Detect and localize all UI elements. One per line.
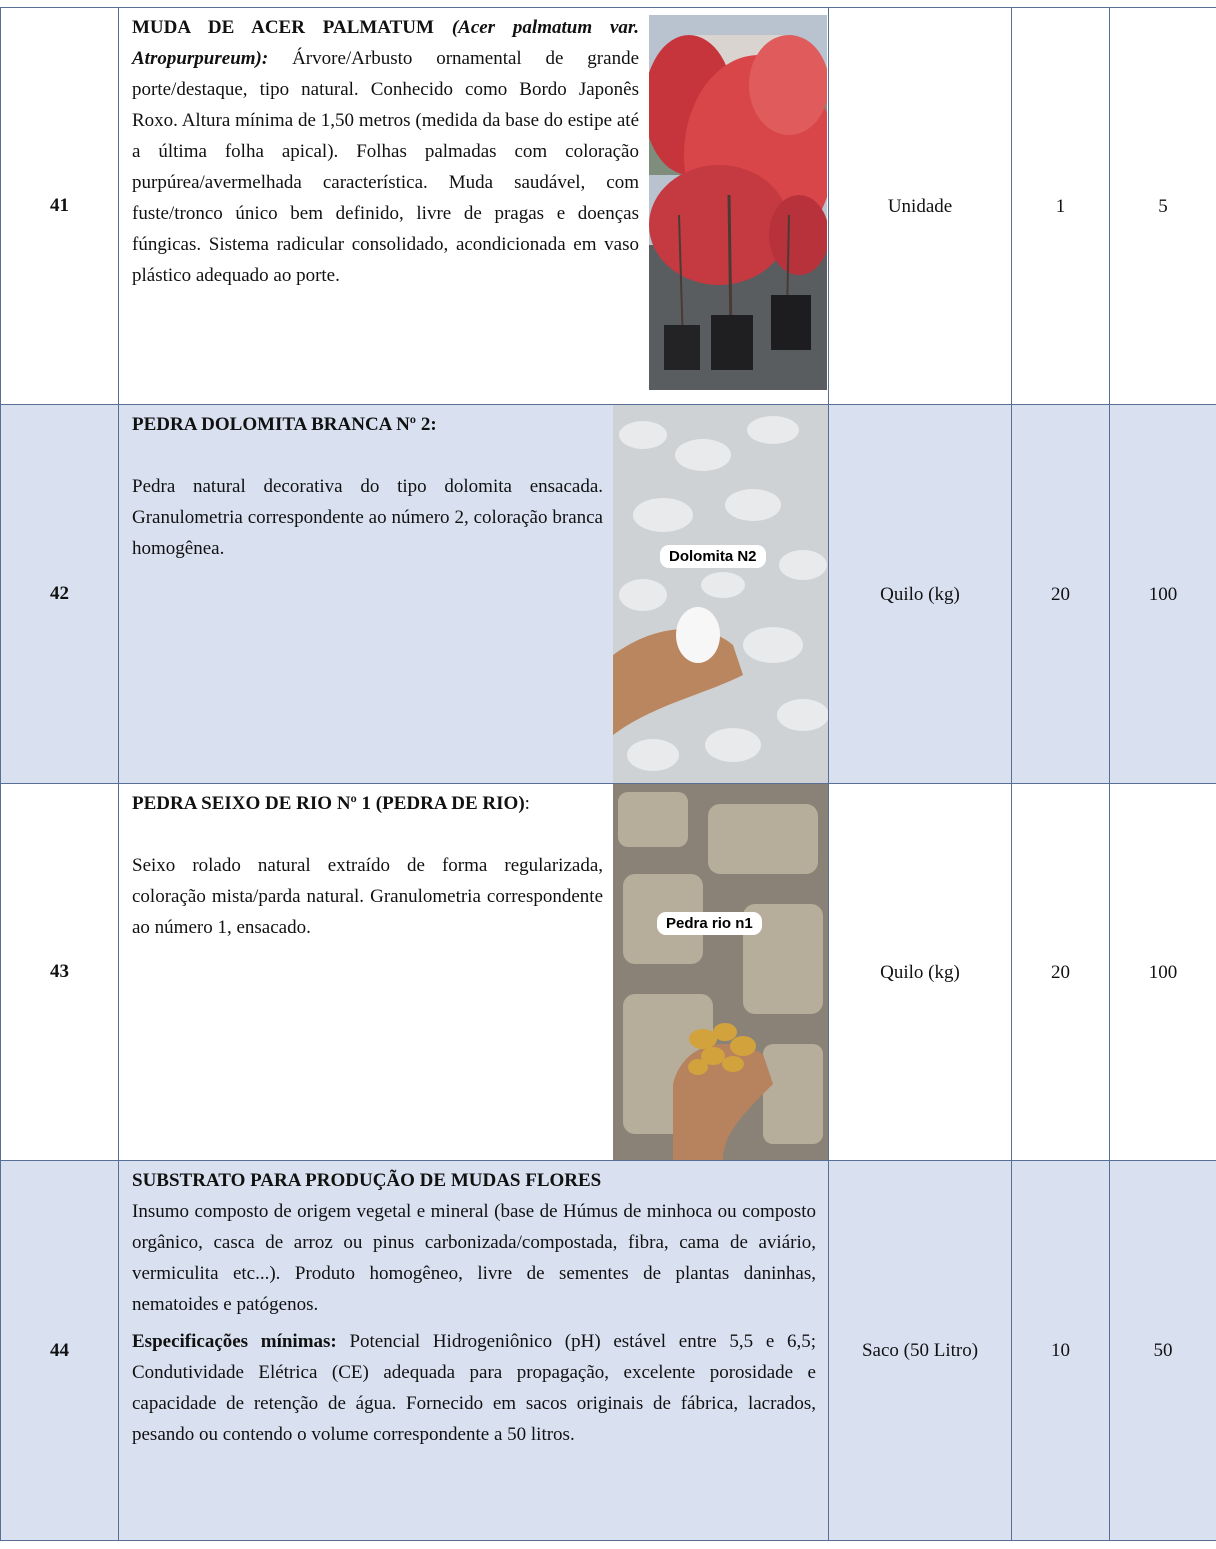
item-qty-max: 100 [1110,405,1216,784]
item-description [119,8,649,390]
item-title: SUBSTRATO PARA PRODUÇÃO DE MUDAS FLORES [132,1170,602,1191]
item-description [119,1161,828,1454]
spec-label: Especificações mínimas: [132,1331,337,1352]
seixo-rio-photo [613,784,828,1160]
item-qty-min: 20 [1012,784,1110,1161]
item-unit: Quilo (kg) [829,784,1012,1161]
spec-text: Potencial Hidrogeniônico (pH) estável entre 5,5 e 6,5; Condutividade Elétrica (CE) adequada para propagação, excelente porosidade e capacidade de retenção de água. Fornecido em sacos originais de fábrica, lacrados, pesando ou contendo o volume correspondente a 50 litros. [132,1331,817,1445]
table-row [1,405,1216,784]
item-description-text: Insumo composto de origem vegetal e mineral (base de Húmus de minhoca ou composto orgânico, casca de arroz ou pinus carbonizada/compostada, fibra, cama de aviário, vermiculita etc...). Produto homogêneo, livre de sementes de plantas daninhas, nematoides e patógenos. [132,1201,816,1315]
item-scientific-name: (Acer palmatum var. Atropurpureum): [132,17,639,69]
item-title: PEDRA SEIXO DE RIO Nº 1 (PEDRA DE RIO) [132,793,525,814]
item-title: MUDA DE ACER PALMATUM [132,17,434,38]
item-qty-min: 20 [1012,405,1110,784]
photo-label: Pedra rio n1 [657,912,762,935]
item-number: 41 [1,8,119,405]
item-qty-max: 50 [1110,1161,1216,1541]
item-description-text: Árvore/Arbusto ornamental de grande porte/destaque, tipo natural. Conhecido como Bordo Japonês Roxo. Altura mínima de 1,50 metros (medida da base do estipe até a última folha apical). Folhas palmadas com coloração purpúrea/avermelhada característica. Muda saudável, com fuste/tronco único bem definido, livre de pragas e doenças fúngicas. Sistema radicular consolidado, acondicionada em vaso plástico adequado ao porte. [132,48,640,286]
item-number: 43 [1,784,119,1161]
item-qty-min: 1 [1012,8,1110,405]
item-title: PEDRA DOLOMITA BRANCA Nº 2: [132,414,437,435]
item-unit: Quilo (kg) [829,405,1012,784]
item-description-text: Pedra natural decorativa do tipo dolomita ensacada. Granulometria correspondente ao número 2, coloração branca homogênea. [132,476,603,559]
item-qty-max: 5 [1110,8,1216,405]
item-number: 42 [1,405,119,784]
items-table [0,7,1216,1541]
photo-label: Dolomita N2 [660,545,766,568]
acer-palmatum-photo [649,15,827,390]
table-row [1,8,1216,405]
item-description: PEDRA SEIXO DE RIO Nº 1 (PEDRA DE RIO): Seixo rolado natural extraído de forma regularizada, coloração mista/parda natural. Granulometria correspondente ao número 1, ensacado. [119,784,613,1160]
item-unit: Saco (50 Litro) [829,1161,1012,1541]
item-description [119,405,613,783]
item-qty-min: 10 [1012,1161,1110,1541]
table-row [1,1161,1216,1541]
table-row [1,784,1216,1161]
item-qty-max: 100 [1110,784,1216,1161]
item-description-text: Seixo rolado natural extraído de forma regularizada, coloração mista/parda natural. Granulometria correspondente ao número 1, ensacado. [132,855,603,938]
item-unit: Unidade [829,8,1012,405]
dolomita-photo [613,405,828,783]
item-number: 44 [1,1161,119,1541]
